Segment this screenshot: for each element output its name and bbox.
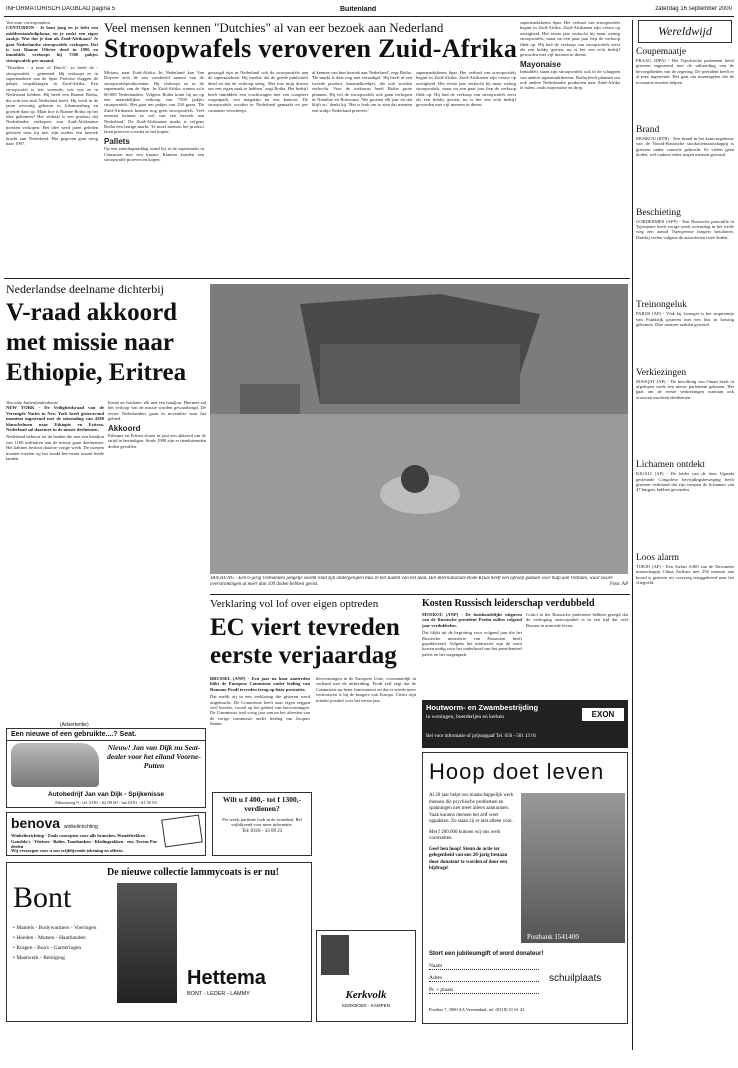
dijk-dealer-text: Nieuw! Jan van Dijk nu Seat-dealer voor het eiland Voorne-Putten [107,743,201,770]
top-story-text-1: "Dutchies - a taste of Dutch", zo heeft de - stroopwafels - genoemd. Hij verkoopt ze in supermarkten van de Spar. Pretoria vlaggen de pakjes verpakkingen in Zuid-Afrika. Een stroopwafel is iets vreemds, iets wat ze in Nederland hebben. Hij heeft een Rianne Botha, die ook een stuk Nederland heeft. Hij werd in de jaren zeventig geboren in Johannesburg en groeide daar op. Maar hoe is Rianne Botha op het idee gekomen? Het verhaal is een product dat Nederlandse verkopers aan Zuid-Afrikaanse mensen verkopen. Het idee werd jaren geleden geboren toen hij met zijn ouders een bezoek bracht aan Nederland. Het gegeven gaat terug naar 1997. [6,65,98,146]
top-story-subhead-pallets: Pallets [104,136,130,146]
ad-label: (Advertentie) [60,722,89,728]
bont-list-item: • Maatwerk - Reiniging [13,955,65,961]
bont-list-item: • Hoeden - Mutsen - Haarbanden [13,935,86,941]
wereldwijd-item-text: MOSKOU (RTR) - Een brand in het kantoorgebouw van de Noord-Russische stookoliemaatschappij is gisteren onder controle gebracht. Er vielen geen doden, wel raakten zeker negen mensen gewond. [636,136,734,158]
hoop-title: Hoop doet leven [429,759,605,784]
top-story-col0 [6,20,98,275]
houtworm-title: Houtworm- en Zwambestrijding [426,703,539,712]
bont-list-text: Mantels - Bodywarmers - Voeringen [16,925,97,931]
dijk-company: Autobedrijf Jan van Dijk - Spijkenisse [48,791,164,798]
bont-list-text: Hoeden - Mutsen - Haarbanden [16,935,86,941]
wereldwijd-item [636,125,734,158]
kerkvolk-ad [316,930,416,1022]
eritrea-col1 [6,400,104,720]
hoop-photo [521,793,625,943]
wereldwijd-item-head: Beschieting [636,207,681,218]
wereldwijd-item-head: Loos alarm [636,552,680,563]
top-story-text-2b: Op een zaterdagmiddag stond hij in de supermarkt in Centurion met een kraam. Klanten konden een stroopwafel proeven en kopen. [104,146,204,163]
eritrea-subhead: Akkoord [108,423,141,433]
hettema-ad [6,862,312,1022]
wereldwijd-item [636,47,734,85]
wereldwijd-item-text: PRAAG (DPA) - Het Tsjechische parlement heeft gisteren ingestemd met de uitbreiding van de bevoegdheden van de regering. De president heeft er al mee ingestemd. Het gaat om maatregelen die de economie moeten helpen. [636,58,734,85]
top-story-lead: CENTURION - Je bent jong en je hebt een middenstandsdiploma, en je zoekt een eigen zaakje. Wat doe je dan als Zuid-Afrikaan? Je gaat Nederlandse stroopwafels verkopen. Dat is wat Rianne Olivier deed in 1996 en inmiddels verkoopt hij 7500 pakjes stroopwafels per maand. [6,25,98,63]
wereldwijd-item [636,208,734,241]
top-story-text-5b: Inmiddels staan zijn stroopwafels ook in de schappen van andere supermarktketens. Botha heeft plannen om ook andere Nederlandse producten naar Zuid-Afrika te halen, zoals mayonaise en drop. [520,69,620,91]
eritrea-kicker: Nederlandse deelname dichterbij [6,282,164,296]
wereldwijd-banner [638,20,732,43]
wereldwijd-item-text: PARIJS (AP) - Vlak bij Limoges is het stoptreintje van Frankrijk gisteren met een bus in botsing gekomen. Drie mensen raakten gewond. [636,311,734,328]
top-story-text-4: al kennen van hun bezoek aan Nederland', zegt Botha. 'De markt is daar nog niet verzadigd.' Hij heeft al een tweede product, karamelkoekjes, die ook worden verkocht. Voor de toekomst heeft Botha grote plannen. Hij wil de stroopwafels ook gaan verkopen in Namibie en Botswana. 'We groeien elk jaar en dat blijft zo,' denkt hij. 'Het is leuk om te zien dat mensen een stukje Nederland proeven.' [312,70,412,113]
top-story-text-5-cont: supermarktketen Spar. Het verhaal van stroopwafels begint in Zuid-Afrika. Zuid-Afrikanen zijn verzot op zoetigheid. Het eerste jaar verkocht hij maar weinig stroopwafels, maar na een paar jaar liep de verkoop flink op. Hij had de verkoop van stroopwafels eerst als een hobby gezien, nu is het een echt bedrijf geworden met vijf mensen in dienst. [520,20,620,58]
mid-rule [210,594,630,595]
kerkvolk-title: Kerkvolk [345,989,387,1001]
top-story-col6 [520,20,620,275]
eritrea-text-2b: Ethiopie en Eritrea sloten in juni een akkoord om de strijd te beeindigen. Sinds 1998 zijn er tienduizenden doden gevallen. [108,433,206,449]
hoop-body [429,793,517,877]
hettema-photo [117,883,177,1003]
eritrea-headline: V-raad akkoord met missie naar Ethiopie, Eritrea [6,299,187,386]
kosten-headline: Kosten Russisch leiderschap verdubbeld [422,598,595,609]
ec-lead: BRUSSEL (ANP) - Een jaar na haar aantreden blikt de Europese Commissie onder leiding van Romano Prodi tevreden terug op haar prestaties. [210,676,310,692]
flood-photo [210,284,628,574]
wereldwijd-item-head: Lichamen ontdekt [636,460,705,471]
wereldwijd-item [636,300,734,327]
hettema-logo: Hettema [187,967,266,989]
section-title: Buitenland [340,6,377,13]
bont-list-text: Kragen - Boa's - Garneringen [16,945,82,951]
wereldwijd-item-head: Verkiezingen [636,367,687,378]
wereldwijd-column [636,20,734,1050]
hoop-appeal: Geef hen hoop! Steun de actie ter gelegenheid van ons 20-jarig bestaan door donateur te worden of door een bijdrage! [429,846,508,871]
houtworm-tel: Bel voor informatie of prijsopgaaf Tel. 050 - 501 13 91 [426,734,537,739]
hoop-postbank: Postbank 1541400 [527,933,579,941]
bont-list-item: • Kragen - Boa's - Garneringen [13,945,82,951]
eritrea-text-1: Nederland behoort tot de landen die met een bataljon van 1100 militairen aan de missie gaan deelnemen. Het kabinet besloot daartoe vorige week. De troepen moeten toezien op het staakt-het-vuren tussen beide landen. [6,434,104,462]
wereldwijd-item-text: GORDERMES (AFP) - Een Russische patrouille in Tsjetsjenie heeft vorige week woensdag in het wilde weg een aantal Tsjetsjeense burgers beschoten. Daarbij vielen volgens de autoriteiten twee doden. [636,218,734,240]
flood-photo-image [210,284,628,574]
benova-lines: Winkelinrichting - Zoals concepten voor alle branches. Wandelrekken - Gondola's - Vitrines - Balies. Toonbanken - Kledingrekken - enz. Tevens Pas-deelen [11,833,159,849]
top-story-text-3: gestaagd zijn in Nederland ook de stroopwafels aan de supermarkten. Hij merkte dat de goede publiciteit deed en dat de verkoop steeg. 'Het was mijn droom om een eigen zaak te hebben,' zegt Botha. Het bedrijf heeft inmiddels een vrachtwagen met een compleet wagenpark, een magazijn en een kantoor. De stroopwafels worden in Nederland gemaakt en per container verscheept. [208,70,308,113]
photo-caption-text: TAN HUNG - Een 6-jarig Vietnamees jongetje zwemt rond zijn ondergelopen huis in het zuiden van het land. Het Internationale Rode Kruis heeft een oproep gedaan voor hulp aan Vietnam, waar zware overstromingen al meer dan 100 doden hebben geeist. [210,576,613,587]
hoop-address: Postbus 7, 3900 AA Veenendaal, tel. (0318) 51 61 23 [429,1007,525,1012]
wereldwijd-item-head: Brand [636,125,660,136]
ec-headline: EC viert tevreden eerste verjaardag [210,614,400,669]
ec-col2 [316,676,416,926]
photo-credit: Foto: AP [610,582,628,587]
bont-list [13,923,113,963]
bont-list-text: Maatwerk - Reiniging [16,955,65,961]
top-story-col3 [208,70,308,275]
bont-logo: Bont [13,881,72,914]
wereldwijd-item-head: Coupemaatje [636,47,687,57]
top-story-subhead-mayonaise: Mayonaise [520,59,561,69]
hoop-field-city[interactable]: Pc + plaats [429,987,539,994]
kerkvolk-sub: KERKBOEK - KAMPEN [342,1003,390,1008]
header-left: INFORMATORISCH DAGBLAD pagina 5 [6,6,116,12]
eritrea-byline: Van onze buitenlandredactie [6,400,59,405]
wereldwijd-item-text: TOKIO (AP) - Een Airbus A300 van de Taiwanese maatschappij China Airlines met 256 mensen aan boord is gisteren uit voorzorg teruggekeerd naar het vliegveld. [636,563,734,585]
dijk-address: Edisonweg 9 - tel. 0181 - 62 09 00 - fax 0181 - 61 05 93 [55,800,157,805]
benova-offer: Wij verzorgen voor u een vrijblijvende tekening en offerte. [11,848,124,853]
hoop-field-name[interactable]: Naam [429,963,539,970]
wereldwijd-divider [632,20,633,1050]
hoop-field-address[interactable]: Adres [429,975,539,982]
hoop-coupon-title: Stort een jubileumgift of word donateur! [429,951,544,957]
benova-logo [11,815,98,831]
top-story-byline: Van onze correspondent [6,20,50,25]
benova-name: benova [11,815,61,831]
benova-badge [161,814,203,847]
dijk-headline: Een nieuwe of een gebruikte....? Seat. [7,729,205,741]
top-story-col4 [312,70,412,275]
benova-sub: winkelinrichting [63,824,98,830]
hoop-ad [422,752,628,1024]
exon-logo: EXON [582,708,624,721]
ec-col1 [210,676,310,776]
top-story-col5 [416,70,516,275]
hoop-body-text: Al 20 jaar helpt ons maatschappelijk werk mensen die psychische problemen en spanningen niet meer alleen aankunnen. Vaak kunnen mensen het zelf weer oppakken. Zo staan zij er niet alleen voor. [429,793,514,824]
wilt-body: Per week, parttime (ook in de avonden). Bel vrijblijvend voor meer informatie. [222,817,302,827]
ec-text-2: hervormingen in de Europese Unie, voornamelijk in verband met de uitbreiding. Prodi zelf zegt dat de Commissie nu beter functioneert en dat er steeds meer vertrouwen is bij de burgers van Europa. Critici zijn minder positief over het eerste jaar. [316,676,416,703]
header-rule [4,16,734,17]
houtworm-sub: in woningen, boerderijen en kerken [426,714,505,720]
top-story-headline: Stroopwafels veroveren Zuid-Afrika [104,34,518,63]
eritrea-text-2: Kenia en Jordanie, elk met een bataljon. Hiermee zal het verloop van de missie worden gewaarborgd. De eerste Nederlanders gaan in november naar het gebied. [108,400,206,422]
top-story-kicker: Veel mensen kennen "Dutchies" al van eer bezoek aan Nederland [104,20,444,35]
eritrea-lead: NEW YORK - De Veiligheidsraad van de Verenigde Naties in New York heeft gisteravond unaniem ingestemd met de uitzending van 4200 blauwhelmen naar Ethiopie en Eritrea. Nederland zal daarmee in de missie deelnemen. [6,405,104,433]
kosten-text-1: Dat blijkt uit de begroting voor volgend jaar die het Russische ministerie van Financien heeft gepubliceerd. Volgens het ministerie zijn de extra kosten nodig voor het onderhoud van het presidentieel paleis en het wagenpark. [422,630,522,657]
wereldwijd-item [636,460,734,493]
houtworm-ad [422,700,628,748]
ec-text-1: Dat meldt zij in een verklaring die gisteren werd uitgebracht. De Commissie heeft naar eigen zeggen veel bereikt, vooral op het gebied van hervormingen. De Commissie trad vorig jaar aan na het aftreden van de vorige commissie onder leiding van Jacques Santer. [210,694,310,727]
eritrea-col2 [108,400,206,720]
top-story-text-2: Miriam, naar Zuid-Afrika. In Nederland kan Van Duyven zich de een voorbeeld nemen van de stroopwafelproducenten. Hij verkoopt ze in de supermarkt van de Spar. In Zuid-Afrika wonen zo'n 60.000 Nederlanders. Volgens Botha komt hij nu op een maandelijkse verkoop van 7500 pakjes stroopwafels. Het gaat om pakjes van 250 gram. 'De Zuid-Afrikanen kennen nog geen stroopwafels. Veel mensen kennen ze wel van een bezoek aan Nederland.' De Zuid-Afrikaanse markt is volgens Botha een lastige markt. 'Je moet mensen het product laten proeven voordat ze het kopen.' [104,70,204,135]
hettema-headline: De nieuwe collectie lammycoats is er nu! [107,867,279,878]
wereldwijd-title: Wereldwijd [658,24,712,38]
top-story-text-5: supermarktketen Spar. Het verhaal van stroopwafels begint in Zuid-Afrika. Zuid-Afrikanen zijn verzot op zoetigheid. Het eerste jaar verkocht hij maar weinig stroopwafels, maar na een paar jaar liep de verkoop flink op. Hij had de verkoop van stroopwafels eerst als een hobby gezien, nu is het een echt bedrijf geworden met vijf mensen in dienst. [416,70,516,108]
schuilplaats-logo: schuilplaats [549,973,602,984]
header-date: zaterdag 16 september 2000 [655,6,732,12]
wilt-title: Wilt u f 400,- tot f 1300,- verdienen? [222,795,302,813]
ec-kicker: Verklaring vol lof over eigen optreden [210,598,379,610]
wereldwijd-item-head: Treinongeluk [636,300,687,311]
top-story-col2 [104,70,204,275]
top-story-bottom-rule [4,278,630,279]
wereldwijd-item [636,553,734,586]
dijk-car-image [11,743,99,787]
kosten-text-2: Critici in het Russische parlement hebben gezegd dat de verhoging onacceptabel is in een tijd dat veel Russen in armoede leven. [526,612,628,628]
wereldwijd-item [636,368,734,401]
wereldwijd-item-text: KIGALI (AP) - De leider van de door Uganda gesteunde Congolese bevrijdingsbeweging heeft gisteren verklaard dat zijn troepen de lichamen van 47 burgers hebben gevonden. [636,471,734,493]
hoop-gift: Met f 200.000 kunnen wij ons werk voortzetten. [429,829,501,841]
photo-caption [210,576,628,588]
kerkvolk-image [321,935,349,975]
wilt-ad [212,792,312,856]
benova-ad [6,812,206,856]
kosten-col2 [526,612,628,694]
bont-list-item: • Mantels - Bodywarmers - Voeringen [13,925,97,931]
wereldwijd-item-text: MASQAT (AP) - De bevolking van Oman heeft in afgelopen week een nieuw parlement gekozen. Het gaat om de eerste verkiezingen waaraan ook vrouwen mochten deelnemen. [636,378,734,400]
kosten-col1 [422,612,522,694]
wilt-tel: Tel: 0318 - 43 09 23 [241,829,283,834]
kosten-lead: MOSKOU (ANP) - De huishoudelijke uitgaven van de Russische president Poetin zullen volgend jaar verdubbelen. [422,612,522,628]
dijk-ad [6,728,206,808]
hettema-sub: BONT - LEDER - LAMMY [187,991,250,997]
